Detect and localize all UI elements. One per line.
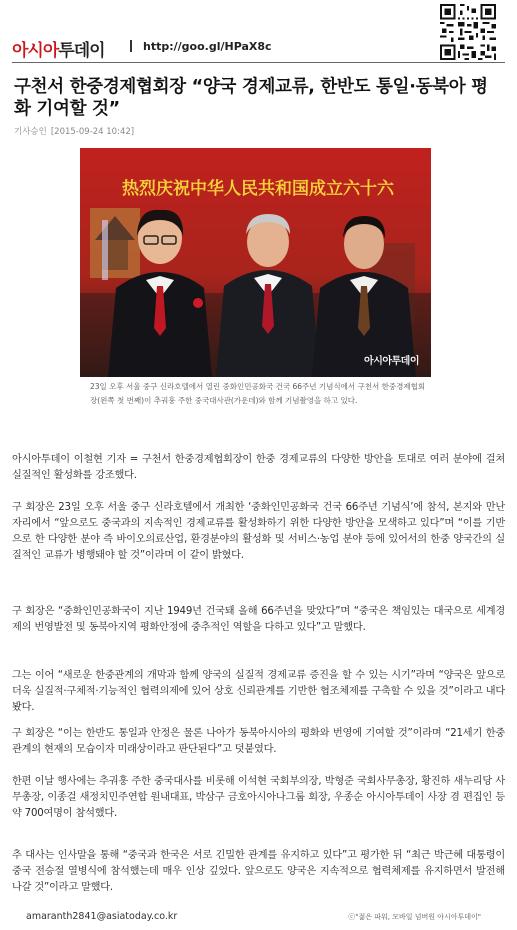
article-paragraph: 추 대사는 인사말을 통해 “중국과 한국은 서로 긴밀한 관계를 유지하고 있다”고 평가한 뒤 “최근 박근혜 대통령이 중국 전승절 열병식에 참석했는데 매우 인상 깊었다. 앞으로도 양국은 지속적으로 협력체제를 유지하면서 발전해 나갈 것”이라고 말했다.: [12, 850, 505, 893]
article-paragraph: 구 회장은 “이는 한반도 통일과 안정은 물론 나아가 동북아시아의 평화와 번영에 기여할 것”이라며 “21세기 한중관계의 현재의 모습이자 미래상이라고 판단된다”고 덧붙였다.: [12, 728, 505, 755]
qr-code-icon: [440, 4, 496, 60]
meta-label: 기사승인: [14, 127, 47, 137]
logo-red-part: 아시아: [12, 41, 59, 61]
header-rule: [12, 62, 505, 63]
article-headline: 구천서 한중경제협회장 “양국 경제교류, 한반도 통일·동북아 평화 기여할 것”: [14, 77, 488, 119]
article-paragraph: 그는 이어 “새로운 한중관계의 개막과 함께 양국의 실질적 경제교류 증진을 할 수 있는 시기”라며 “양국은 앞으로 더욱 실질적·구체적·기능적인 협력의제에 있어 상호 신뢰관계를 기반한 협조체제를 구축할 수 있을 것”이라고 내다봤다.: [12, 670, 505, 713]
header-divider: [130, 40, 132, 52]
article-paragraph: 구 회장은 “중화인민공화국이 지난 1949년 건국돼 올해 66주년을 맞았다”며 “중국은 책임있는 대국으로 세계경제의 번영발전 및 동북아지역 평화안정에 중추적인 역할을 다하고 있다”고 말했다.: [12, 606, 505, 633]
photo-caption: 23일 오후 서울 중구 신라호텔에서 열린 중화인민공화국 건국 66주년 기념식에서 구천서 한중경제협회장(왼쪽 첫 번째)이 추궈훙 주한 중국대사관(가운데)와 함께 기념촬영을 하고 있다.: [90, 382, 426, 405]
copyright-notice: ⓒ"젊은 파워, 모바일 넘버원 아시아투데이": [348, 913, 481, 921]
photo-watermark: 아시아투데이: [364, 356, 419, 367]
article-paragraph: 구 회장은 23일 오후 서울 중구 신라호텔에서 개최한 ‘중화인민공화국 건국 66주년 기념식’에 참석, 본지와 만난 자리에서 “앞으로도 중국과의 지속적인 경제교류를 활성화하기 위한 다양한 방안을 모색하고 있다”며 “이를 기반으로 한 다양한 분야 즉 바이오의료산업, 환경분야의 활성화 및 서비스·농업 분야 등에 있어서의 한중 양국간의 실질적인 교류가 병행돼야 할 것”이라며 이 같이 밝혔다.: [12, 502, 505, 561]
site-header: [0, 0, 517, 64]
reporter-email[interactable]: amaranth2841@asiatoday.co.kr: [26, 911, 178, 922]
logo-black-part: 투데이: [58, 41, 105, 61]
short-url[interactable]: http://goo.gl/HPaX8c: [143, 40, 272, 53]
site-logo[interactable]: [12, 36, 105, 61]
article-meta: [14, 125, 138, 137]
banner-text: 热烈庆祝中华人民共和国成立六十六: [122, 179, 394, 199]
publish-date: [2015-09-24 10:42]: [50, 127, 135, 137]
article-paragraph: 아시아투데이 이철현 기자 = 구천서 한중경제협회장이 한중 경제교류의 다양한 방안을 토대로 여러 분야에 걸쳐 실질적인 활성화를 강조했다.: [12, 454, 505, 481]
article-photo: [80, 148, 431, 377]
event-photo-illustration: [80, 148, 431, 377]
article-paragraph: 한편 이날 행사에는 추궈훙 주한 중국대사를 비롯해 이석현 국회부의장, 박형준 국회사무총장, 황진하 새누리당 사무총장, 이종걸 새정치민주연합 원내대표, 박삼구 금호아시아나그룹 회장, 우종순 아시아투데이 사장 겸 편집인 등 약 700여명이 참석했다.: [12, 776, 505, 819]
